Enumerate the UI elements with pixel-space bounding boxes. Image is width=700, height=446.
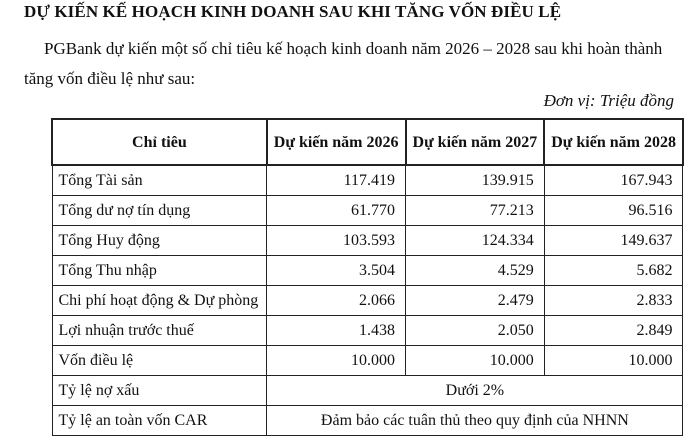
cell-2028: 2.833: [544, 286, 683, 316]
intro-line-1: PGBank dự kiến một số chỉ tiêu kế hoạch kinh doanh năm 2026 – 2028 sau khi hoàn thành: [44, 39, 663, 58]
row-metric: Tổng dư nợ tín dụng: [52, 196, 267, 226]
table-row: [52, 196, 683, 226]
cell-2027: 124.334: [406, 226, 545, 256]
table-row: [52, 165, 683, 196]
row-metric: Lợi nhuận trước thuế: [52, 316, 267, 346]
table-row-merged: [52, 376, 683, 406]
document-heading: DỰ KIẾN KẾ HOẠCH KINH DOANH SAU KHI TĂNG VỐN ĐIỀU LỆ: [24, 2, 562, 21]
cell-2026: 10.000: [267, 346, 406, 376]
row-metric: Tổng Huy động: [52, 226, 267, 256]
row-metric: Tỷ lệ nợ xấu: [52, 376, 267, 406]
cell-2026: 2.066: [267, 286, 406, 316]
cell-2028: 149.637: [544, 226, 683, 256]
intro-line-2: tăng vốn điều lệ như sau:: [24, 69, 196, 88]
unit-note: Đơn vị: Triệu đồng: [543, 91, 674, 110]
intro-paragraph: [24, 34, 684, 94]
row-metric: Tổng Thu nhập: [52, 256, 267, 286]
cell-2026: 117.419: [267, 165, 406, 196]
table-row: [52, 256, 683, 286]
table-row-merged: [52, 406, 683, 436]
cell-2027: 10.000: [406, 346, 545, 376]
table-row: [52, 286, 683, 316]
merged-value-cell: Dưới 2%: [267, 376, 683, 406]
cell-2027: 77.213: [406, 196, 545, 226]
business-plan-table: [51, 118, 684, 436]
merged-value-cell: Đảm bảo các tuân thủ theo quy định của NHNN: [267, 406, 683, 436]
cell-2028: 5.682: [544, 256, 683, 286]
cell-2027: 2.479: [406, 286, 545, 316]
row-metric: Tỷ lệ an toàn vốn CAR: [52, 406, 267, 436]
row-metric: Tổng Tài sản: [52, 165, 267, 196]
header-metric: Chỉ tiêu: [52, 119, 267, 165]
cell-2027: 139.915: [406, 165, 545, 196]
cell-2026: 1.438: [267, 316, 406, 346]
table-header-row: [52, 119, 683, 165]
cell-2028: 96.516: [544, 196, 683, 226]
cell-2026: 61.770: [267, 196, 406, 226]
header-year-2026: Dự kiến năm 2026: [267, 119, 406, 165]
cell-2026: 103.593: [267, 226, 406, 256]
cell-2028: 10.000: [544, 346, 683, 376]
header-year-2027: Dự kiến năm 2027: [406, 119, 545, 165]
row-metric: Vốn điều lệ: [52, 346, 267, 376]
row-metric: Chi phí hoạt động & Dự phòng: [52, 286, 267, 316]
table-row: [52, 226, 683, 256]
cell-2028: 2.849: [544, 316, 683, 346]
cell-2028: 167.943: [544, 165, 683, 196]
cell-2026: 3.504: [267, 256, 406, 286]
cell-2027: 2.050: [406, 316, 545, 346]
table-row: [52, 346, 683, 376]
cell-2027: 4.529: [406, 256, 545, 286]
header-year-2028: Dự kiến năm 2028: [544, 119, 683, 165]
table-row: [52, 316, 683, 346]
